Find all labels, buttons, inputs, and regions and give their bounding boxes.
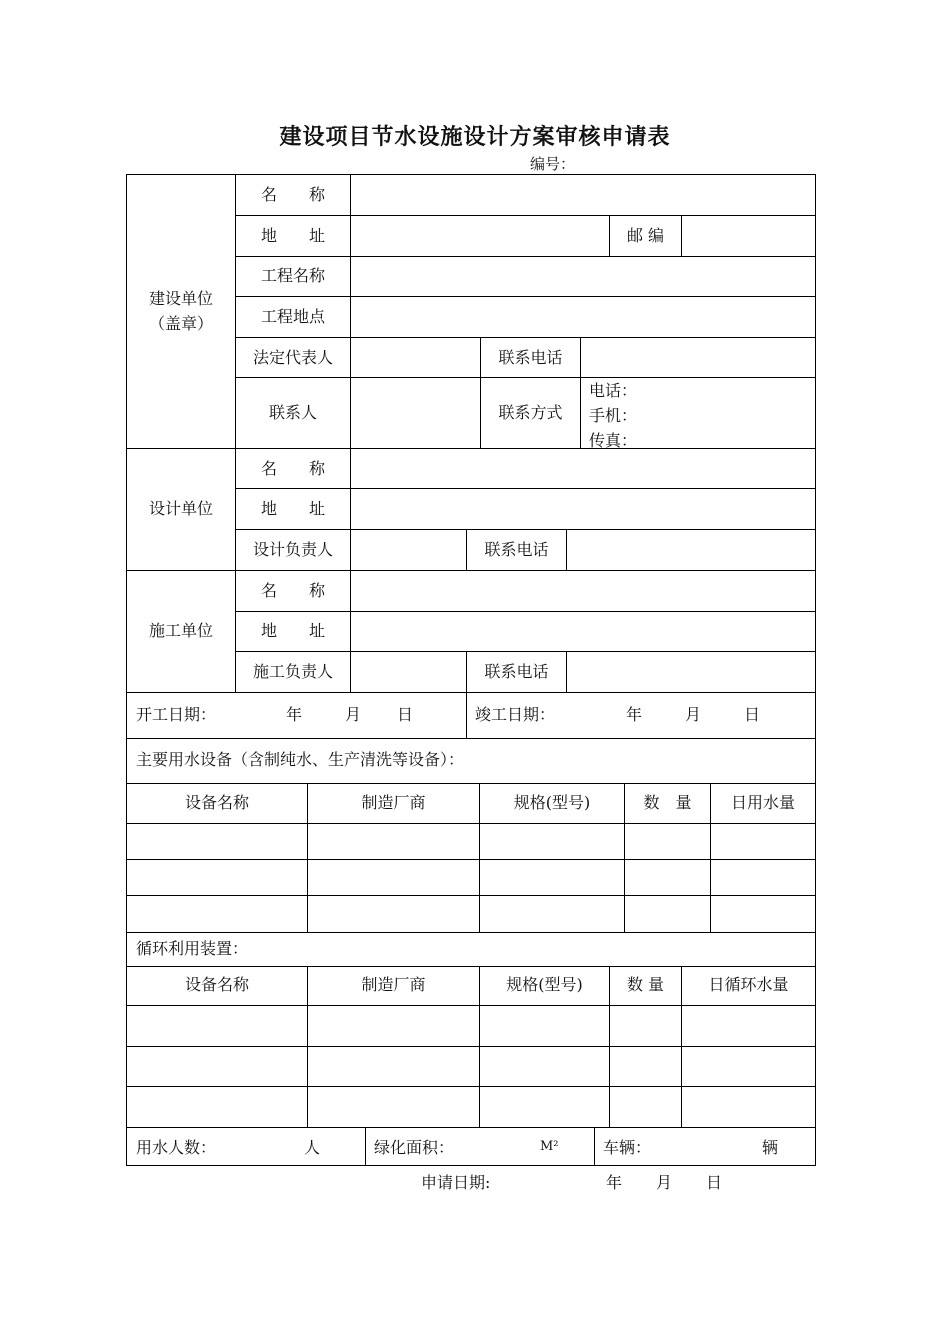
du-leader-field[interactable] xyxy=(350,529,467,571)
recycle-section-label: 循环利用装置： xyxy=(136,939,249,958)
we-cell[interactable] xyxy=(479,823,625,860)
doc-number-label: 编号： xyxy=(530,155,576,173)
bu-address-field[interactable] xyxy=(350,611,816,652)
re-cell[interactable] xyxy=(126,1086,308,1128)
we-cell[interactable] xyxy=(624,895,711,933)
start-day-label: 日 xyxy=(397,705,414,724)
re-cell[interactable] xyxy=(307,1086,480,1128)
cu-legal-rep-label: 法定代表人 xyxy=(252,348,333,367)
finish-day-label: 日 xyxy=(744,705,761,724)
du-name-field[interactable] xyxy=(350,448,816,489)
cu-address-field[interactable] xyxy=(350,215,610,257)
du-phone-field[interactable] xyxy=(566,529,816,571)
cu-project-name-field[interactable] xyxy=(350,256,816,297)
apply-day-label: 日 xyxy=(706,1173,723,1192)
bu-leader-field[interactable] xyxy=(350,651,467,693)
du-address-field[interactable] xyxy=(350,488,816,530)
finish-date-label: 竣工日期： xyxy=(475,705,556,724)
cu-postcode-field[interactable] xyxy=(681,215,816,257)
build-unit-label: 施工单位 xyxy=(148,621,213,640)
cu-project-name-label: 工程名称 xyxy=(260,266,325,285)
du-address-label: 地 址 xyxy=(260,499,325,518)
cu-fax-label: 传真： xyxy=(589,431,638,450)
re-cell[interactable] xyxy=(681,1005,816,1047)
green-area-label: 绿化面积： xyxy=(374,1138,455,1157)
we-cell[interactable] xyxy=(710,823,816,860)
seal-label: （盖章） xyxy=(148,314,213,333)
we-header-spec: 规格(型号) xyxy=(513,793,591,812)
cu-contact-method-label: 联系方式 xyxy=(498,403,563,422)
we-cell[interactable] xyxy=(710,895,816,933)
vehicles-unit: 辆 xyxy=(762,1138,779,1157)
cu-project-location-field[interactable] xyxy=(350,296,816,338)
we-cell[interactable] xyxy=(479,895,625,933)
finish-year-label: 年 xyxy=(626,705,643,724)
du-leader-label: 设计负责人 xyxy=(252,540,333,559)
we-cell[interactable] xyxy=(479,859,625,896)
cu-contact-person-field[interactable] xyxy=(350,377,481,449)
cu-contact-person-label: 联系人 xyxy=(268,403,317,422)
re-cell[interactable] xyxy=(126,1046,308,1087)
re-cell[interactable] xyxy=(609,1086,682,1128)
bu-name-label: 名 称 xyxy=(260,581,325,600)
re-header-name: 设备名称 xyxy=(184,975,249,994)
we-cell[interactable] xyxy=(710,859,816,896)
construction-unit-group-cell xyxy=(126,174,236,449)
we-header-qty: 数 量 xyxy=(643,793,692,812)
re-cell[interactable] xyxy=(479,1046,610,1087)
cu-phone-field[interactable] xyxy=(580,337,816,378)
we-header-maker: 制造厂商 xyxy=(361,793,426,812)
green-area-unit: M² xyxy=(540,1139,559,1154)
cu-tel-label: 电话： xyxy=(589,381,638,400)
apply-year-label: 年 xyxy=(606,1173,623,1192)
vehicles-label: 车辆： xyxy=(603,1138,652,1157)
re-header-spec: 规格(型号) xyxy=(506,975,583,994)
construction-unit-label: 建设单位 xyxy=(148,289,213,308)
re-cell[interactable] xyxy=(307,1046,480,1087)
cu-legal-rep-field[interactable] xyxy=(350,337,481,378)
re-cell[interactable] xyxy=(479,1086,610,1128)
cu-name-label: 名 称 xyxy=(260,185,325,204)
water-users-unit: 人 xyxy=(304,1138,321,1157)
re-header-qty: 数 量 xyxy=(626,975,665,994)
start-date-label: 开工日期： xyxy=(136,705,217,724)
water-equipment-section-label: 主要用水设备（含制纯水、生产清洗等设备）： xyxy=(136,750,465,769)
we-cell[interactable] xyxy=(126,895,308,933)
apply-month-label: 月 xyxy=(656,1173,673,1192)
apply-date-label: 申请日期: xyxy=(421,1173,491,1192)
bu-address-label: 地 址 xyxy=(260,621,325,640)
re-cell[interactable] xyxy=(609,1046,682,1087)
form-title: 建设项目节水设施设计方案审核申请表 xyxy=(279,124,671,150)
cu-postcode-label: 邮 编 xyxy=(626,226,665,245)
re-cell[interactable] xyxy=(479,1005,610,1047)
finish-month-label: 月 xyxy=(685,705,702,724)
we-header-name: 设备名称 xyxy=(184,793,249,812)
start-year-label: 年 xyxy=(286,705,303,724)
we-header-daily: 日用水量 xyxy=(730,793,795,812)
we-cell[interactable] xyxy=(126,823,308,860)
we-cell[interactable] xyxy=(126,859,308,896)
cu-mobile-label: 手机： xyxy=(589,406,638,425)
we-cell[interactable] xyxy=(307,823,480,860)
re-cell[interactable] xyxy=(307,1005,480,1047)
bu-name-field[interactable] xyxy=(350,570,816,612)
design-unit-label: 设计单位 xyxy=(148,499,213,518)
re-cell[interactable] xyxy=(126,1005,308,1047)
cu-project-location-label: 工程地点 xyxy=(260,307,325,326)
bu-phone-field[interactable] xyxy=(566,651,816,693)
cu-name-field[interactable] xyxy=(350,174,816,216)
we-cell[interactable] xyxy=(624,823,711,860)
we-cell[interactable] xyxy=(624,859,711,896)
re-cell[interactable] xyxy=(681,1046,816,1087)
cu-address-label: 地 址 xyxy=(260,226,325,245)
re-cell[interactable] xyxy=(681,1086,816,1128)
re-header-maker: 制造厂商 xyxy=(361,975,426,994)
water-users-label: 用水人数： xyxy=(136,1138,217,1157)
start-month-label: 月 xyxy=(345,705,362,724)
cu-phone-label: 联系电话 xyxy=(498,348,563,367)
re-header-daily: 日循环水量 xyxy=(708,975,789,994)
du-name-label: 名 称 xyxy=(260,459,325,478)
we-cell[interactable] xyxy=(307,859,480,896)
we-cell[interactable] xyxy=(307,895,480,933)
bu-leader-label: 施工负责人 xyxy=(252,662,333,681)
bu-phone-label: 联系电话 xyxy=(484,662,549,681)
du-phone-label: 联系电话 xyxy=(484,540,549,559)
re-cell[interactable] xyxy=(609,1005,682,1047)
